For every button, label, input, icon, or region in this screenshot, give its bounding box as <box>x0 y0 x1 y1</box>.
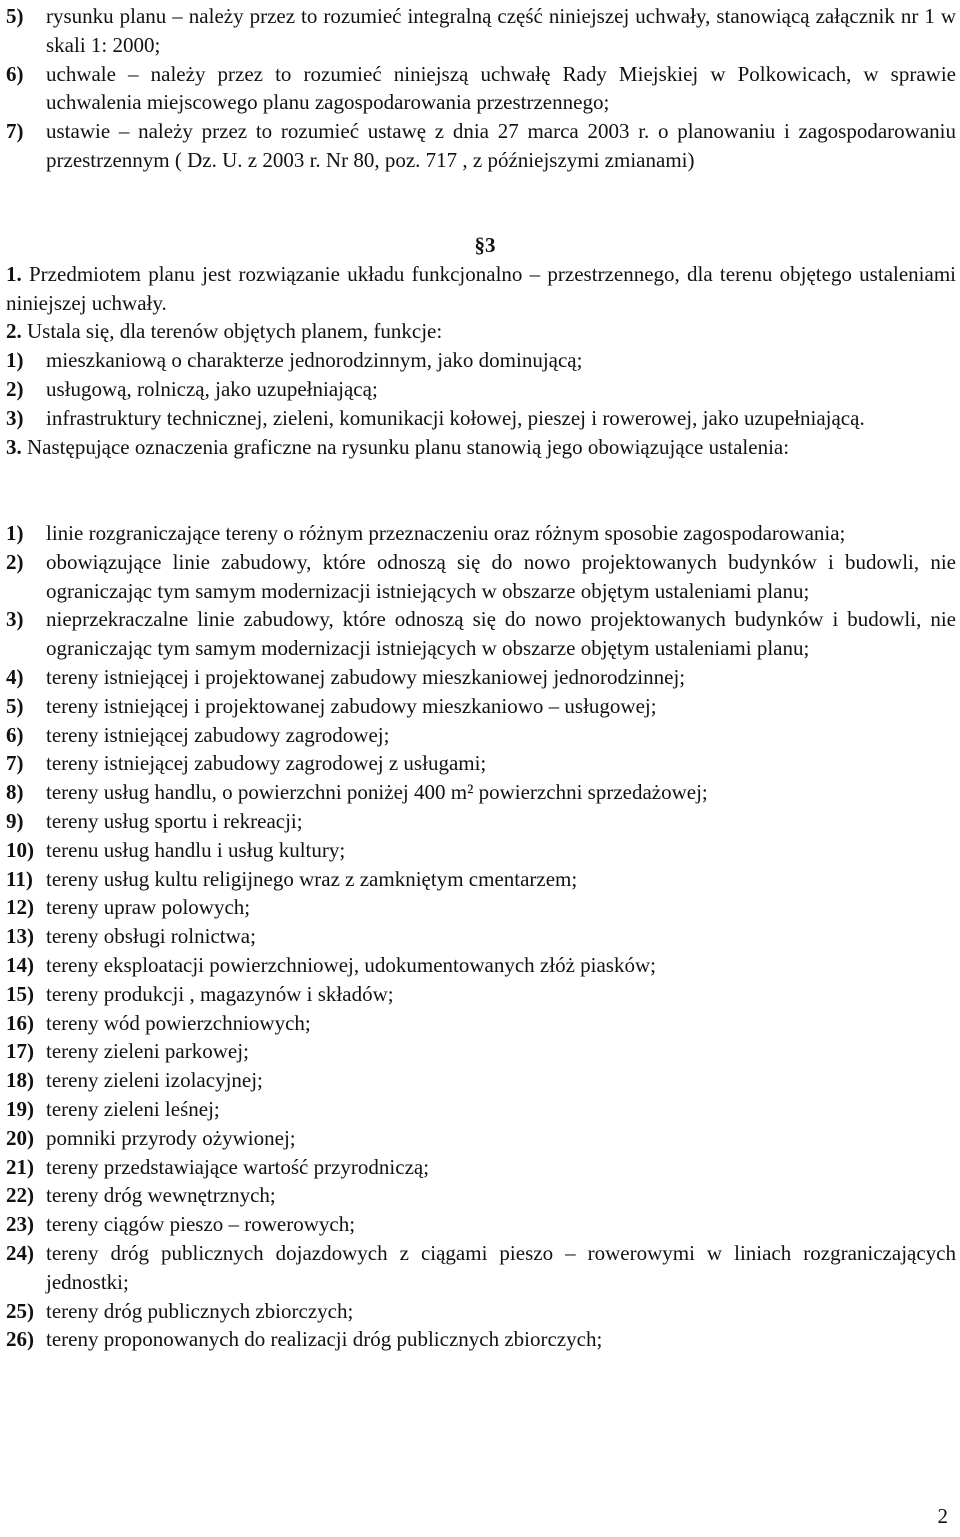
designation-item <box>6 1325 956 1354</box>
designation-item <box>6 1066 956 1095</box>
item-number: 18) <box>6 1068 34 1093</box>
function-item <box>6 375 956 404</box>
item-text: tereny usług kultu religijnego wraz z zamkniętym cmentarzem; <box>46 866 578 891</box>
item-text: tereny wód powierzchniowych; <box>46 1010 311 1035</box>
item-number: 10) <box>6 837 34 862</box>
item-text: tereny przedstawiające wartość przyrodniczą; <box>46 1154 430 1179</box>
item-text: nieprzekraczalne linie zabudowy, które odnoszą się do nowo projektowanych budynków i budowli, nie ograniczając tym samym modernizacji istniejących w obszarze objętym ustaleniami planu; <box>46 607 956 661</box>
page-number: 2 <box>937 1504 948 1529</box>
designation-item <box>6 548 956 606</box>
item-number: 22) <box>6 1183 34 1208</box>
paragraph-3 <box>6 433 956 462</box>
item-number: 24) <box>6 1240 34 1265</box>
item-text: tereny ciągów pieszo – rowerowych; <box>46 1212 356 1237</box>
item-number: 3) <box>6 405 24 430</box>
definition-item <box>6 117 956 175</box>
item-number: 6) <box>6 61 24 86</box>
item-text: tereny dróg publicznych dojazdowych z ciągami pieszo – rowerowymi w liniach rozgraniczających jednostki; <box>46 1240 956 1294</box>
paragraph-number: 3. <box>6 434 22 459</box>
designation-item <box>6 605 956 663</box>
item-number: 19) <box>6 1096 34 1121</box>
designation-item <box>6 1210 956 1239</box>
paragraph-text: Przedmiotem planu jest rozwiązanie układu funkcjonalno – przestrzennego, dla terenu objętego ustaleniami niniejszej uchwały. <box>6 261 956 315</box>
item-text: tereny zieleni izolacyjnej; <box>46 1068 263 1093</box>
item-number: 1) <box>6 521 24 545</box>
item-number: 21) <box>6 1154 34 1179</box>
item-text: tereny istniejącej zabudowy zagrodowej z usługami; <box>46 751 487 776</box>
item-text: linie rozgraniczające tereny o różnym przeznaczeniu oraz różnym sposobie zagospodarowania; <box>46 521 846 545</box>
designation-item <box>6 922 956 951</box>
item-number: 23) <box>6 1212 34 1237</box>
designation-item <box>6 519 956 548</box>
function-item <box>6 404 956 433</box>
item-number: 4) <box>6 664 24 689</box>
designation-item <box>6 893 956 922</box>
paragraph-2 <box>6 317 956 346</box>
item-number: 2) <box>6 376 24 401</box>
item-text: tereny istniejącej zabudowy zagrodowej; <box>46 722 390 747</box>
designation-item <box>6 836 956 865</box>
item-number: 11) <box>6 866 33 891</box>
definition-item <box>6 60 956 118</box>
designation-item <box>6 951 956 980</box>
item-number: 7) <box>6 119 24 144</box>
item-text: tereny dróg publicznych zbiorczych; <box>46 1298 354 1323</box>
item-text: uchwale – należy przez to rozumieć niniejszą uchwałę Rady Miejskiej w Polkowicach, w sprawie uchwalenia miejscowego planu zagospodarowania przestrzennego; <box>46 61 956 115</box>
designations-list <box>6 519 956 1354</box>
item-text: ustawie – należy przez to rozumieć ustawę z dnia 27 marca 2003 r. o planowaniu i zagospodarowaniu przestrzennym ( Dz. U. z 2003 r. Nr 80, poz. 717 , z późniejszymi zmianami) <box>46 119 956 172</box>
item-number: 15) <box>6 981 34 1006</box>
item-number: 12) <box>6 895 34 920</box>
item-text: tereny proponowanych do realizacji dróg publicznych zbiorczych; <box>46 1327 603 1352</box>
designation-item <box>6 1297 956 1326</box>
designation-item <box>6 807 956 836</box>
item-number: 26) <box>6 1327 34 1352</box>
designation-item <box>6 1124 956 1153</box>
item-text: obowiązujące linie zabudowy, które odnoszą się do nowo projektowanych budynków i budowli, nie ograniczając tym samym modernizacji istniejących w obszarze objętym ustaleniami planu; <box>46 549 956 603</box>
paragraph-text: Ustala się, dla terenów objętych planem, funkcje: <box>27 319 443 344</box>
item-number: 6) <box>6 722 24 747</box>
designation-item <box>6 865 956 894</box>
section-3 <box>6 231 956 461</box>
item-text: tereny usług handlu, o powierzchni poniżej 400 m² powierzchni sprzedażowej; <box>46 780 708 805</box>
paragraph-number: 2. <box>6 319 22 344</box>
item-text: rysunku planu – należy przez to rozumieć integralną część niniejszej uchwały, stanowiącą załącznik nr 1 w skali 1: 2000; <box>46 4 956 57</box>
designation-item <box>6 1153 956 1182</box>
item-number: 8) <box>6 780 24 805</box>
item-number: 5) <box>6 4 24 28</box>
designation-item <box>6 749 956 778</box>
section-number: 3 <box>485 233 496 257</box>
definition-item <box>6 2 956 60</box>
item-text: tereny zieleni parkowej; <box>46 1039 249 1064</box>
item-text: tereny dróg wewnętrznych; <box>46 1183 276 1208</box>
definitions-list <box>6 2 956 175</box>
item-text: tereny upraw polowych; <box>46 895 251 920</box>
item-number: 1) <box>6 348 24 373</box>
functions-list <box>6 346 956 432</box>
item-text: pomniki przyrody ożywionej; <box>46 1125 296 1150</box>
item-number: 7) <box>6 751 24 776</box>
item-number: 17) <box>6 1039 34 1064</box>
designation-item <box>6 663 956 692</box>
item-text: mieszkaniową o charakterze jednorodzinnym, jako dominującą; <box>46 348 583 373</box>
designation-item <box>6 1037 956 1066</box>
item-text: usługową, rolniczą, jako uzupełniającą; <box>46 376 378 401</box>
item-text: tereny istniejącej i projektowanej zabudowy mieszkaniowej jednorodzinnej; <box>46 664 686 689</box>
item-number: 14) <box>6 952 34 977</box>
section-heading <box>6 231 956 260</box>
designation-item <box>6 1239 956 1297</box>
designation-item <box>6 692 956 721</box>
item-number: 9) <box>6 808 24 833</box>
item-number: 25) <box>6 1298 34 1323</box>
designation-item <box>6 1181 956 1210</box>
designation-item <box>6 1095 956 1124</box>
item-text: tereny usług sportu i rekreacji; <box>46 808 303 833</box>
item-number: 5) <box>6 693 24 718</box>
designation-item <box>6 980 956 1009</box>
item-text: tereny zieleni leśnej; <box>46 1096 220 1121</box>
designation-item <box>6 1009 956 1038</box>
item-number: 3) <box>6 607 24 632</box>
paragraph-text: Następujące oznaczenia graficzne na rysunku planu stanowią jego obowiązujące ustalenia: <box>27 434 790 459</box>
item-text: terenu usług handlu i usług kultury; <box>46 837 346 862</box>
paragraph-1 <box>6 260 956 318</box>
paragraph-number: 1. <box>6 261 22 286</box>
item-number: 16) <box>6 1010 34 1035</box>
item-text: tereny istniejącej i projektowanej zabudowy mieszkaniowo – usługowej; <box>46 693 657 718</box>
designation-item <box>6 721 956 750</box>
item-text: tereny obsługi rolnictwa; <box>46 924 256 949</box>
item-number: 20) <box>6 1125 34 1150</box>
item-text: tereny eksploatacji powierzchniowej, udokumentowanych złóż piasków; <box>46 952 656 977</box>
item-text: tereny produkcji , magazynów i składów; <box>46 981 394 1006</box>
item-number: 13) <box>6 924 34 949</box>
designation-item <box>6 778 956 807</box>
item-text: infrastruktury technicznej, zieleni, komunikacji kołowej, pieszej i rowerowej, jako uzupełniającą. <box>46 405 865 430</box>
section-symbol: § <box>474 233 485 257</box>
function-item <box>6 346 956 375</box>
item-number: 2) <box>6 549 24 574</box>
